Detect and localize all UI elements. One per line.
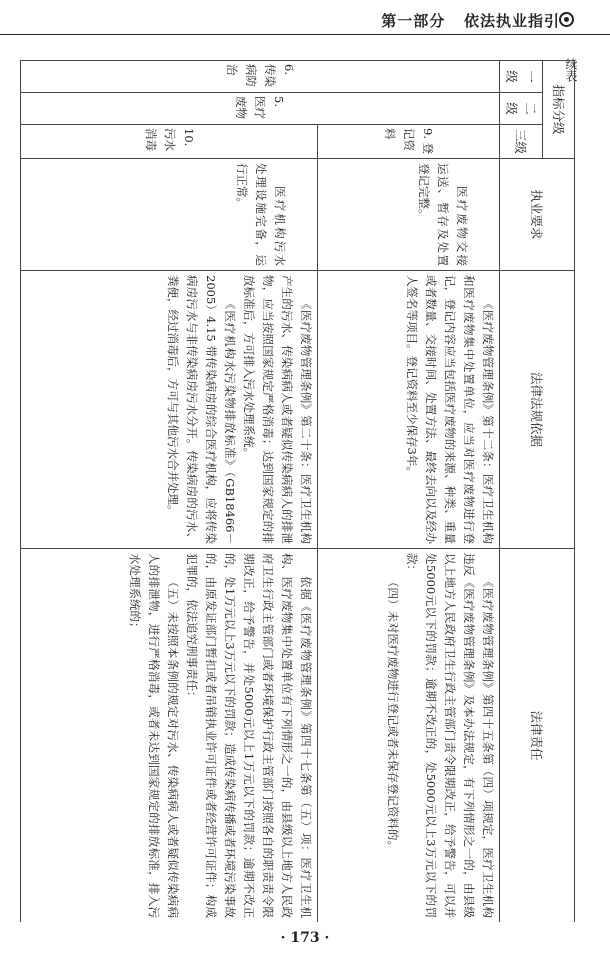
level2-cell: 5. 医疗废物	[21, 93, 500, 125]
header-rule	[0, 34, 610, 35]
requirement-text: 医疗废物交接运送、暂存及处置登记完整。	[417, 163, 469, 266]
level3-cell: 9. 登记资料	[318, 125, 500, 159]
level3-cell: 10. 污水消毒	[21, 125, 318, 159]
legal-basis-paragraph: 《医疗废物管理条例》第二十条：医疗卫生机构产生的污水、传染病病人或者疑似传染病病人的排泄物，应当按照国家规定严格消毒；达到国家规定的排放标准后，方可排入污水处理系统。	[242, 275, 314, 544]
header-level1: 一级	[500, 61, 543, 93]
level1-cell: 6. 传染病防治	[21, 61, 500, 93]
requirement-cell	[21, 159, 318, 271]
liability-cell	[318, 549, 500, 923]
running-header	[381, 10, 560, 31]
legal-basis-paragraph: 《医疗机构水污染物排放标准》（GB18466－2005）4.15 带传染病房的综合医疗机构，应将传染病房污水与非传染病房污水分开。传染病房的污水、粪便，经过消毒后，方可与其他污水合并处理。	[166, 275, 238, 544]
liability-cell	[21, 549, 318, 923]
table-row	[318, 61, 500, 923]
liability-paragraph: 《医疗废物管理条例》第四十五条第（四）项规定，医疗卫生机构违反《医疗废物管理条例》及本办法规定，有下列情形之一的，由县级以上地方人民政府卫生行政主管部门责令限期改正，给予警告，可以并处5000元以下的罚款；逾期不改正的，处5000元以上3万元以下的罚款：	[405, 553, 495, 918]
header-section: 第一部分	[381, 12, 446, 30]
header-liability: 法律责任	[500, 549, 575, 923]
regulation-table-rotated	[20, 60, 575, 922]
header-level2: 二级	[500, 93, 543, 125]
legal-basis-paragraph: 《医疗废物管理条例》第十二条：医疗卫生机构和医疗废物集中处置单位，应当对医疗废物进行登记，登记内容应当包括医疗废物的来源、种类、重量或者数量、交接时间、处置方法、最终去向以及经办人签名等项目。登记资料至少保存3年。	[405, 275, 495, 544]
liability-paragraph: （四）未对医疗废物进行登记或者未保存登记资料的。	[386, 576, 400, 852]
table-row	[21, 61, 318, 923]
liability-paragraph: 依据《医疗废物管理条例》第四十七条第（五）项：医疗卫生机构、医疗废物集中处置单位有下列情形之一的，由县级以上地方人民政府卫生行政主管部门或者环境保护行政主管部门按照各自的职责责令限期改正，给予警告，并处5000元以上1万元以下的罚款；逾期不改正的，处1万元以上3万元以下的罚款；造成传染病传播或者环境污染事故的，由原发证部门暂扣或者吊销执业许可证件或者经营许可证件；构成犯罪的，依法追究刑事责任：	[185, 553, 314, 918]
liability-paragraph: （五）未按照本条例的规定对污水、传染病病人或者疑似传染病病人的排泄物，进行严格消毒，或者未达到国家规定的排放标准，排入污水处理系统的；	[128, 553, 181, 918]
continued-label: 续表	[564, 58, 578, 82]
header-title: 依法执业指引	[463, 12, 560, 30]
requirement-cell	[318, 159, 500, 271]
header-requirement: 执业要求	[500, 159, 575, 271]
table-viewport	[20, 60, 575, 922]
requirement-text: 医疗机构污水处理设施完备，运行正常。	[235, 163, 288, 266]
legal-basis-cell	[21, 271, 318, 549]
bullet-circle-icon	[559, 12, 574, 27]
legal-basis-cell	[318, 271, 500, 549]
page-header	[0, 0, 610, 44]
regulation-table	[20, 60, 575, 922]
page-number: · 173 ·	[280, 930, 330, 946]
header-level3: 三级	[500, 125, 543, 159]
header-legal-basis: 法律法规依据	[500, 271, 575, 549]
header-indicator-levels: 指标分级	[543, 61, 575, 159]
